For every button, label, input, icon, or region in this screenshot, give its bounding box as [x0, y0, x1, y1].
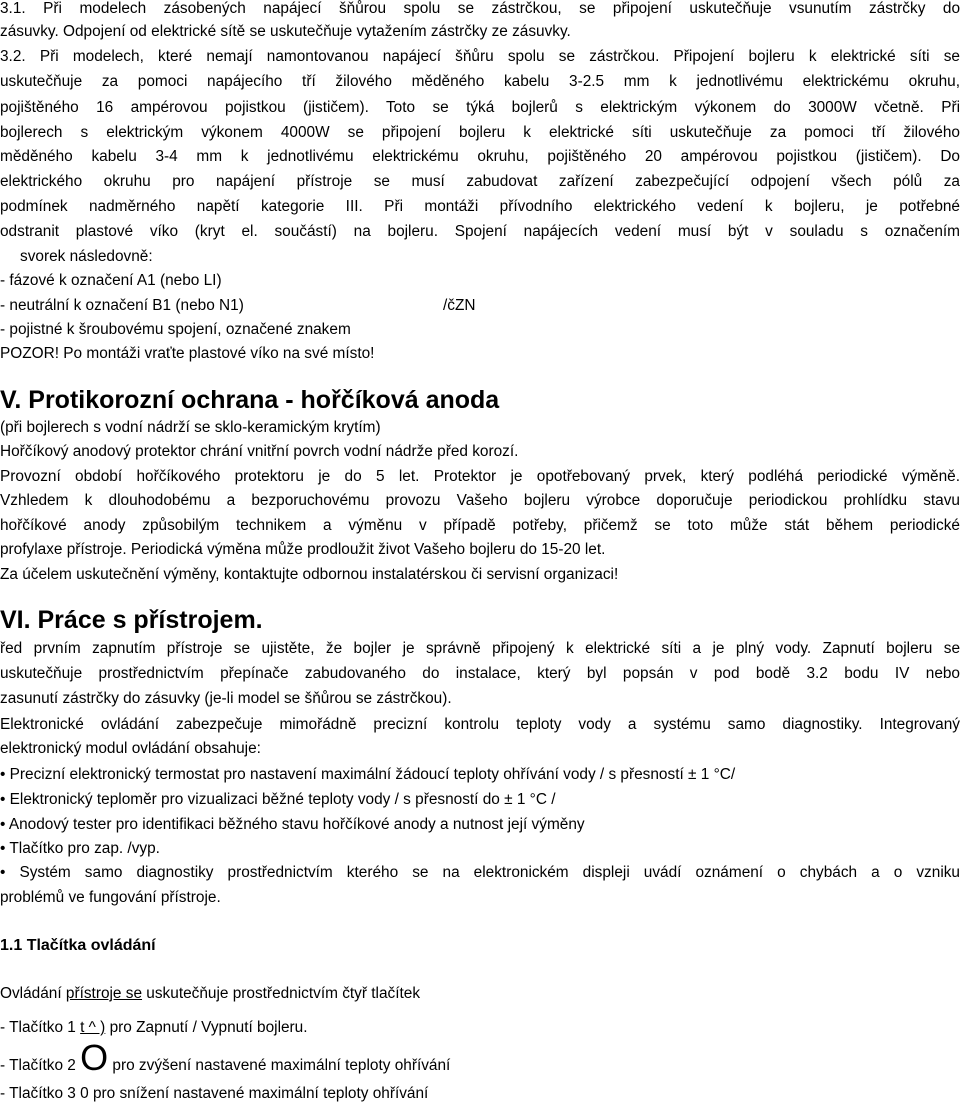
bullet-item: • Systém samo diagnostiky prostřednictvím kterého se na elektronickém displeji uvádí oznámení o chybách a o vzniku — [0, 864, 960, 881]
bullet-item: • Elektronický teploměr pro vizualizaci běžné teploty vody / s přesností do ± 1 °C / — [0, 791, 556, 808]
text-line: elektronický modul ovládání obsahuje: — [0, 740, 261, 757]
text-line: svorek následovně: — [20, 248, 153, 265]
text-line: problémů ve fungování přístroje. — [0, 889, 221, 906]
warning-text: POZOR! Po montáži vraťte plastové víko na své místo! — [0, 345, 375, 362]
button-symbol: t ^ ) — [80, 1019, 106, 1036]
text-line: profylaxe přístroje. Periodická výměna může prodloužit život Vašeho bojleru do 15-20 let. — [0, 541, 606, 558]
text-line: Za účelem uskutečnění výměny, kontaktujte odbornou instalatérskou či servisní organizaci! — [0, 566, 619, 583]
text-line: uskutečňuje prostřednictvím přepínače zabudovaného do instalace, který byl popsán v pod bodě 3.2 bodu IV nebo — [0, 665, 960, 682]
text-line: Elektronické ovládání zabezpečuje mimořádně precizní kontrolu teploty vody a systému samo diagnostiky. Integrovaný — [0, 716, 960, 733]
list-item: - pojistné k šroubovému spojení, označené znakem — [0, 321, 351, 338]
text-fragment: Ovládání — [0, 985, 66, 1002]
text-line: uskutečňuje za pomoci napájecího tří žilového měděného kabelu 3-2.5 mm k jednotlivému elektrickému okruhu, — [0, 73, 960, 90]
list-item: - Tlačítko 3 0 pro snížení nastavené maximální teploty ohřívání — [0, 1085, 429, 1102]
text-fragment: - Tlačítko 2 — [0, 1057, 81, 1074]
text-line: hořčíkové anody způsobilým technikem a výměnu v případě potřeby, přičemž se toto může stát během periodické — [0, 517, 960, 534]
text-line: bojlerech s elektrickým výkonem 4000W se připojení bojleru k elektrické síti uskutečňuje za pomoci tří žilového — [0, 124, 960, 141]
list-item: - neutrální k označení B1 (nebo N1) — [0, 297, 244, 314]
bullet-item: • Anodový tester pro identifikaci běžného stavu hořčíkové anody a nutnost její výměny — [0, 816, 585, 833]
text-line: řed prvním zapnutím přístroje se ujistěte, že bojler je správně připojený k elektrické síti a je plný vody. Zapnutí bojleru se — [0, 640, 960, 657]
text-line: elektrického okruhu pro napájení přístroje se musí zabudovat zařízení zabezpečující odpojení všech pólů za — [0, 173, 960, 190]
text-line: pojištěného 16 ampérovou pojistkou (jističem). Toto se týká bojlerů s elektrickým výkonem do 3000W včetně. Při — [0, 99, 960, 116]
text-fragment: pro Zapnutí / Vypnutí bojleru. — [105, 1019, 308, 1036]
text-fragment: uskutečňuje prostřednictvím čtyř tlačítek — [142, 985, 421, 1002]
subsection-heading: 1.1 Tlačítka ovládání — [0, 937, 156, 954]
text-line: (při bojlerech s vodní nádrží se sklo-keramickým krytím) — [0, 419, 381, 436]
text-line: měděného kabelu 3-4 mm k jednotlivému elektrickému okruhu, pojištěného 20 ampérovou pojistkou (jističem). Do — [0, 148, 960, 165]
bullet-item: • Tlačítko pro zap. /vyp. — [0, 840, 160, 857]
label-marker: /čZN — [443, 297, 476, 314]
text-line: podmínek nadměrného napětí kategorie III. Při montáži přívodního elektrického vedení k bojleru, je potřebné — [0, 198, 960, 215]
text-line: Provozní období hořčíkového protektoru je do 5 let. Protektor je opotřebovaný prvek, který podléhá periodické výměně. — [0, 468, 960, 485]
text-line: 3.2. Při modelech, které nemají namontovanou napájecí šňůru spolu se zástrčkou. Připojení bojleru k elektrické síti se — [0, 48, 960, 65]
text-line — [0, 985, 420, 1003]
list-item — [0, 1037, 451, 1078]
text-fragment: pro zvýšení nastavené maximální teploty ohřívání — [108, 1057, 451, 1074]
text-line: 3.1. Při modelech zásobených napájecí šňůrou spolu se zástrčkou, se připojení uskutečňuje vsunutím zástrčky do — [0, 0, 960, 17]
bullet-item: • Precizní elektronický termostat pro nastavení maximální žádoucí teploty ohřívání vody / s přesností ± 1 °C/ — [0, 766, 736, 783]
list-item: - fázové k označení A1 (nebo LI) — [0, 272, 222, 289]
text-fragment-underlined: přístroje se — [65, 985, 143, 1002]
section-heading-vi: VI. Práce s přístrojem. — [0, 606, 263, 634]
text-line: odstranit plastové víko (kryt el. součástí) na bojleru. Spojení napájecích vedení musí být v souladu s označením — [0, 223, 960, 240]
button-symbol: O — [80, 1037, 109, 1078]
list-item — [0, 1019, 308, 1037]
text-fragment: - Tlačítko 1 — [0, 1019, 81, 1036]
section-heading-v: V. Protikorozní ochrana - hořčíková anoda — [0, 386, 500, 414]
text-line: Hořčíkový anodový protektor chrání vnitřní povrch vodní nádrže před korozí. — [0, 443, 519, 460]
text-line: Vzhledem k dlouhodobému a bezporuchovému provozu Vašeho bojleru výrobce doporučuje periodickou prohlídku stavu — [0, 492, 960, 509]
text-line: zásuvky. Odpojení od elektrické sítě se uskutečňuje vytažením zástrčky ze zásuvky. — [0, 23, 571, 40]
text-line: zasunutí zástrčky do zásuvky (je-li model se šňůrou se zástrčkou). — [0, 690, 452, 707]
